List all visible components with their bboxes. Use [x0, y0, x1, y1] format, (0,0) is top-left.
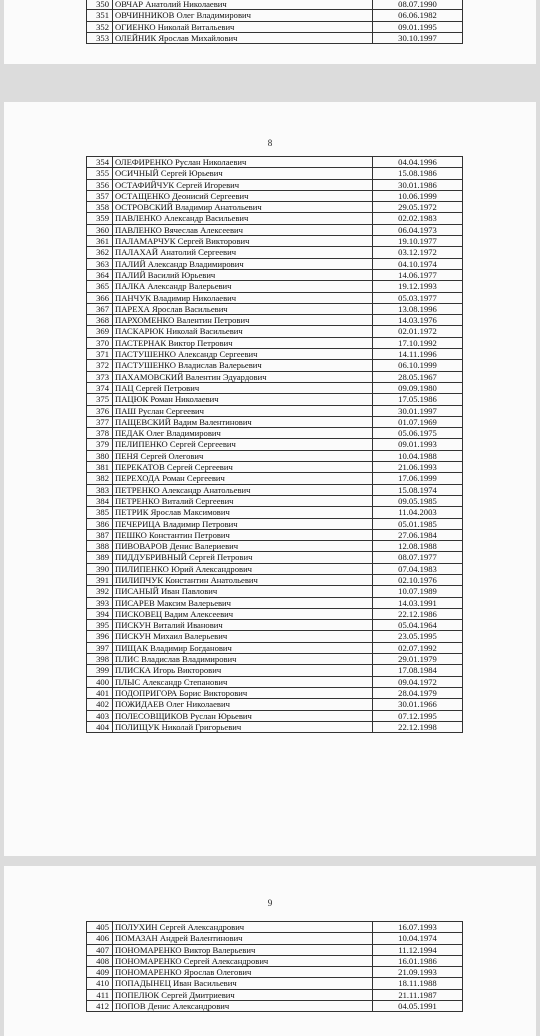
- person-name: ПИСКОВЕЦ Вадим Алексеевич: [113, 608, 373, 619]
- table-row: [87, 1001, 463, 1012]
- table-row: [87, 179, 463, 190]
- row-number: 361: [87, 236, 113, 247]
- person-name: ПАЛИЙ Александр Владимирович: [113, 258, 373, 269]
- row-number: 409: [87, 967, 113, 978]
- row-number: 406: [87, 933, 113, 944]
- birth-date: 05.03.1977: [373, 292, 463, 303]
- row-number: 367: [87, 303, 113, 314]
- row-number: 412: [87, 1001, 113, 1012]
- row-number: 350: [87, 0, 113, 10]
- birth-date: 09.09.1980: [373, 382, 463, 393]
- person-name: ОСТАФИЙЧУК Сергей Игоревич: [113, 179, 373, 190]
- table-row: [87, 157, 463, 168]
- row-number: 395: [87, 620, 113, 631]
- person-name: ПАСТУШЕНКО Александр Сергеевич: [113, 349, 373, 360]
- table-row: [87, 541, 463, 552]
- birth-date: 01.07.1969: [373, 416, 463, 427]
- person-name: ОВЧАР Анатолий Николаевич: [113, 0, 373, 10]
- page-number: 8: [267, 138, 273, 148]
- person-name: ПОЖИДАЕВ Олег Николаевич: [113, 699, 373, 710]
- birth-date: 06.06.1982: [373, 10, 463, 21]
- person-name: ПЕЧЕРИЦА Владимир Петрович: [113, 518, 373, 529]
- person-name: ПАЦЮК Роман Николаевич: [113, 394, 373, 405]
- person-name: ПАЦ Сергей Петрович: [113, 382, 373, 393]
- table-row: [87, 710, 463, 721]
- row-number: 357: [87, 190, 113, 201]
- person-name: ПАВЛЕНКО Александр Васильевич: [113, 213, 373, 224]
- person-name: ПЕТРИК Ярослав Максимович: [113, 507, 373, 518]
- table-row: [87, 281, 463, 292]
- birth-date: 30.01.1966: [373, 699, 463, 710]
- birth-date: 08.07.1977: [373, 552, 463, 563]
- birth-date: 02.02.1983: [373, 213, 463, 224]
- person-name: ПОЛЕСОВЩИКОВ Руслан Юрьевич: [113, 710, 373, 721]
- table-row: [87, 574, 463, 585]
- table-row: [87, 699, 463, 710]
- person-name: ОВЧИННИКОВ Олег Владимирович: [113, 10, 373, 21]
- table-row: [87, 405, 463, 416]
- table-row: [87, 224, 463, 235]
- person-name: ПИСКУН Михаил Валерьевич: [113, 631, 373, 642]
- row-number: 399: [87, 665, 113, 676]
- birth-date: 30.10.1997: [373, 32, 463, 43]
- birth-date: 17.10.1992: [373, 337, 463, 348]
- table-row: [87, 665, 463, 676]
- birth-date: 08.07.1990: [373, 0, 463, 10]
- row-number: 398: [87, 654, 113, 665]
- person-name: ПЕЛИПЕНКО Сергей Сергеевич: [113, 439, 373, 450]
- row-number: 393: [87, 597, 113, 608]
- row-number: 372: [87, 360, 113, 371]
- row-number: 354: [87, 157, 113, 168]
- birth-date: 22.12.1986: [373, 608, 463, 619]
- person-name: ПАШ Руслан Сергеевич: [113, 405, 373, 416]
- birth-date: 05.04.1964: [373, 620, 463, 631]
- table-row: [87, 654, 463, 665]
- table-row: [87, 484, 463, 495]
- row-number: 388: [87, 541, 113, 552]
- row-number: 402: [87, 699, 113, 710]
- row-number: 387: [87, 529, 113, 540]
- table-row: [87, 190, 463, 201]
- table-row: [87, 967, 463, 978]
- person-name: ПЕНЯ Сергей Олегович: [113, 450, 373, 461]
- table-row: [87, 462, 463, 473]
- table-row: [87, 989, 463, 1000]
- birth-date: 14.11.1996: [373, 349, 463, 360]
- table-row: [87, 247, 463, 258]
- table-row: [87, 349, 463, 360]
- roster-table: [86, 156, 463, 733]
- roster-table: [86, 921, 463, 1012]
- birth-date: 15.08.1986: [373, 168, 463, 179]
- row-number: 384: [87, 495, 113, 506]
- birth-date: 17.06.1999: [373, 473, 463, 484]
- person-name: ПАСТЕРНАК Виктор Петрович: [113, 337, 373, 348]
- row-number: 375: [87, 394, 113, 405]
- table-row: [87, 955, 463, 966]
- row-number: 407: [87, 944, 113, 955]
- person-name: ПАСКАРЮК Николай Васильевич: [113, 326, 373, 337]
- row-number: 411: [87, 989, 113, 1000]
- birth-date: 23.05.1995: [373, 631, 463, 642]
- table-row: [87, 597, 463, 608]
- row-number: 364: [87, 269, 113, 280]
- row-number: 401: [87, 687, 113, 698]
- row-number: 352: [87, 21, 113, 32]
- person-name: ПЕРЕХОДА Роман Сергеевич: [113, 473, 373, 484]
- table-row: [87, 32, 463, 43]
- row-number: 355: [87, 168, 113, 179]
- person-name: ПАРХОМЕНКО Валентин Петрович: [113, 315, 373, 326]
- birth-date: 04.05.1991: [373, 1001, 463, 1012]
- person-name: ПЕТРЕНКО Александр Анатольевич: [113, 484, 373, 495]
- person-name: ПИСКУН Виталий Иванович: [113, 620, 373, 631]
- row-number: 389: [87, 552, 113, 563]
- table-row: [87, 922, 463, 933]
- birth-date: 30.01.1986: [373, 179, 463, 190]
- row-number: 363: [87, 258, 113, 269]
- row-number: 373: [87, 371, 113, 382]
- row-number: 390: [87, 563, 113, 574]
- person-name: ПОПАДЫНЕЦ Иван Васильевич: [113, 978, 373, 989]
- row-number: 377: [87, 416, 113, 427]
- table-row: [87, 258, 463, 269]
- birth-date: 10.07.1989: [373, 586, 463, 597]
- person-name: ПЕТРЕНКО Виталий Сергеевич: [113, 495, 373, 506]
- birth-date: 10.04.1974: [373, 933, 463, 944]
- birth-date: 22.12.1998: [373, 721, 463, 732]
- row-number: 359: [87, 213, 113, 224]
- row-number: 400: [87, 676, 113, 687]
- table-row: [87, 416, 463, 427]
- person-name: ПОПЕЛЮК Сергей Дмитриевич: [113, 989, 373, 1000]
- birth-date: 05.01.1985: [373, 518, 463, 529]
- birth-date: 18.11.1988: [373, 978, 463, 989]
- row-number: 392: [87, 586, 113, 597]
- person-name: ПАНЧУК Владимир Николаевич: [113, 292, 373, 303]
- row-number: 403: [87, 710, 113, 721]
- birth-date: 30.01.1997: [373, 405, 463, 416]
- birth-date: 28.04.1979: [373, 687, 463, 698]
- table-row: [87, 687, 463, 698]
- row-number: 360: [87, 224, 113, 235]
- birth-date: 11.04.2003: [373, 507, 463, 518]
- document-page-9: [4, 866, 536, 1036]
- birth-date: 28.05.1967: [373, 371, 463, 382]
- person-name: ПОЛИЩУК Николай Григорьевич: [113, 721, 373, 732]
- person-name: ПЛИС Владислав Владимирович: [113, 654, 373, 665]
- roster-table: [86, 0, 463, 44]
- person-name: ПИЛИПЕНКО Юрий Александрович: [113, 563, 373, 574]
- row-number: 382: [87, 473, 113, 484]
- table-row: [87, 563, 463, 574]
- table-row: [87, 326, 463, 337]
- birth-date: 09.01.1993: [373, 439, 463, 450]
- birth-date: 12.08.1988: [373, 541, 463, 552]
- birth-date: 17.08.1984: [373, 665, 463, 676]
- row-number: 397: [87, 642, 113, 653]
- person-name: ПАЛИЙ Василий Юрьевич: [113, 269, 373, 280]
- person-name: ПОНОМАРЕНКО Ярослав Олегович: [113, 967, 373, 978]
- table-row: [87, 529, 463, 540]
- birth-date: 02.01.1972: [373, 326, 463, 337]
- row-number: 405: [87, 922, 113, 933]
- table-row: [87, 269, 463, 280]
- row-number: 369: [87, 326, 113, 337]
- person-name: ОЛЕЙНИК Ярослав Михайлович: [113, 32, 373, 43]
- row-number: 386: [87, 518, 113, 529]
- table-row: [87, 620, 463, 631]
- table-row: [87, 608, 463, 619]
- birth-date: 17.05.1986: [373, 394, 463, 405]
- row-number: 358: [87, 202, 113, 213]
- table-row: [87, 933, 463, 944]
- table-row: [87, 394, 463, 405]
- birth-date: 29.01.1979: [373, 654, 463, 665]
- table-row: [87, 439, 463, 450]
- birth-date: 21.06.1993: [373, 462, 463, 473]
- table-row: [87, 21, 463, 32]
- person-name: ПЕДАК Олег Владимирович: [113, 428, 373, 439]
- person-name: ПАВЛЕНКО Вячеслав Алексеевич: [113, 224, 373, 235]
- row-number: 380: [87, 450, 113, 461]
- person-name: ПОНОМАРЕНКО Виктор Валерьевич: [113, 944, 373, 955]
- person-name: ПИЩАК Владимир Богданович: [113, 642, 373, 653]
- person-name: ПОНОМАРЕНКО Сергей Александрович: [113, 955, 373, 966]
- row-number: 353: [87, 32, 113, 43]
- table-row: [87, 428, 463, 439]
- table-row: [87, 315, 463, 326]
- birth-date: 15.08.1974: [373, 484, 463, 495]
- table-row: [87, 552, 463, 563]
- row-number: 366: [87, 292, 113, 303]
- row-number: 385: [87, 507, 113, 518]
- row-number: 379: [87, 439, 113, 450]
- table-row: [87, 507, 463, 518]
- person-name: ПАЛАМАРЧУК Сергей Викторович: [113, 236, 373, 247]
- table-row: [87, 168, 463, 179]
- birth-date: 21.09.1993: [373, 967, 463, 978]
- table-row: [87, 642, 463, 653]
- person-name: ПАЛКА Александр Валерьевич: [113, 281, 373, 292]
- birth-date: 21.11.1987: [373, 989, 463, 1000]
- table-row: [87, 676, 463, 687]
- birth-date: 16.07.1993: [373, 922, 463, 933]
- birth-date: 19.10.1977: [373, 236, 463, 247]
- table-row: [87, 382, 463, 393]
- person-name: ПЕШКО Константин Петрович: [113, 529, 373, 540]
- table-row: [87, 518, 463, 529]
- person-name: ПАЛАХАЙ Анатолий Сергеевич: [113, 247, 373, 258]
- row-number: 408: [87, 955, 113, 966]
- page-number: 9: [267, 898, 273, 908]
- roster-table-body: [87, 0, 463, 44]
- birth-date: 14.06.1977: [373, 269, 463, 280]
- birth-date: 05.06.1975: [373, 428, 463, 439]
- birth-date: 14.03.1976: [373, 315, 463, 326]
- table-row: [87, 944, 463, 955]
- table-row: [87, 586, 463, 597]
- row-number: 410: [87, 978, 113, 989]
- person-name: ОСТАЩЕНКО Деонисий Сергеевич: [113, 190, 373, 201]
- birth-date: 14.03.1991: [373, 597, 463, 608]
- table-row: [87, 337, 463, 348]
- birth-date: 07.12.1995: [373, 710, 463, 721]
- person-name: ПОМАЗАН Андрей Валентинович: [113, 933, 373, 944]
- birth-date: 10.06.1999: [373, 190, 463, 201]
- document-page-7-fragment: [4, 0, 536, 64]
- table-row: [87, 371, 463, 382]
- birth-date: 04.10.1974: [373, 258, 463, 269]
- person-name: ОСИЧНЫЙ Сергей Юрьевич: [113, 168, 373, 179]
- person-name: ПИВОВАРОВ Денис Валериевич: [113, 541, 373, 552]
- person-name: ОЛЕФИРЕНКО Руслан Николаевич: [113, 157, 373, 168]
- table-row: [87, 473, 463, 484]
- person-name: ПЛЫС Александр Степанович: [113, 676, 373, 687]
- row-number: 381: [87, 462, 113, 473]
- roster-table-body: [87, 157, 463, 733]
- birth-date: 10.04.1988: [373, 450, 463, 461]
- birth-date: 02.07.1992: [373, 642, 463, 653]
- person-name: ПОДОПРИГОРА Борис Викторович: [113, 687, 373, 698]
- table-row: [87, 721, 463, 732]
- person-name: ПАХАМОВСКИЙ Валентин Эдуардович: [113, 371, 373, 382]
- row-number: 371: [87, 349, 113, 360]
- table-row: [87, 202, 463, 213]
- birth-date: 27.06.1984: [373, 529, 463, 540]
- table-row: [87, 10, 463, 21]
- birth-date: 07.04.1983: [373, 563, 463, 574]
- row-number: 356: [87, 179, 113, 190]
- birth-date: 06.04.1973: [373, 224, 463, 235]
- table-row: [87, 360, 463, 371]
- birth-date: 29.05.1972: [373, 202, 463, 213]
- birth-date: 16.01.1986: [373, 955, 463, 966]
- row-number: 404: [87, 721, 113, 732]
- table-row: [87, 450, 463, 461]
- person-name: ПИСАНЫЙ Иван Павлович: [113, 586, 373, 597]
- birth-date: 11.12.1994: [373, 944, 463, 955]
- person-name: ПАЩЕВСКИЙ Вадим Валентинович: [113, 416, 373, 427]
- birth-date: 09.01.1995: [373, 21, 463, 32]
- person-name: ПАСТУШЕНКО Владислав Валерьевич: [113, 360, 373, 371]
- person-name: ПОПОВ Денис Александрович: [113, 1001, 373, 1012]
- birth-date: 13.08.1996: [373, 303, 463, 314]
- table-row: [87, 303, 463, 314]
- table-row: [87, 292, 463, 303]
- birth-date: 19.12.1993: [373, 281, 463, 292]
- row-number: 383: [87, 484, 113, 495]
- table-row: [87, 236, 463, 247]
- person-name: ПАРЕХА Ярослав Васильевич: [113, 303, 373, 314]
- birth-date: 02.10.1976: [373, 574, 463, 585]
- birth-date: 03.12.1972: [373, 247, 463, 258]
- birth-date: 09.05.1985: [373, 495, 463, 506]
- row-number: 374: [87, 382, 113, 393]
- table-row: [87, 495, 463, 506]
- person-name: ПИДДУБРИВНЫЙ Сергей Петрович: [113, 552, 373, 563]
- person-name: ПЛИСКА Игорь Викторович: [113, 665, 373, 676]
- roster-table-body: [87, 922, 463, 1012]
- row-number: 368: [87, 315, 113, 326]
- person-name: ОГИЕНКО Николай Витальевич: [113, 21, 373, 32]
- row-number: 362: [87, 247, 113, 258]
- person-name: ПЕРЕКАТОВ Сергей Сергеевич: [113, 462, 373, 473]
- row-number: 370: [87, 337, 113, 348]
- birth-date: 09.04.1972: [373, 676, 463, 687]
- row-number: 365: [87, 281, 113, 292]
- row-number: 391: [87, 574, 113, 585]
- table-row: [87, 978, 463, 989]
- row-number: 378: [87, 428, 113, 439]
- row-number: 394: [87, 608, 113, 619]
- document-page-8: [4, 102, 536, 856]
- table-row: [87, 213, 463, 224]
- birth-date: 06.10.1999: [373, 360, 463, 371]
- person-name: ПИСАРЕВ Максим Валерьевич: [113, 597, 373, 608]
- person-name: ПИЛИПЧУК Константин Анатольевич: [113, 574, 373, 585]
- table-row: [87, 631, 463, 642]
- row-number: 396: [87, 631, 113, 642]
- row-number: 351: [87, 10, 113, 21]
- row-number: 376: [87, 405, 113, 416]
- person-name: ОСТРОВСКИЙ Владимир Анатольевич: [113, 202, 373, 213]
- table-row: [87, 0, 463, 10]
- birth-date: 04.04.1996: [373, 157, 463, 168]
- person-name: ПОЛУХИН Сергей Александрович: [113, 922, 373, 933]
